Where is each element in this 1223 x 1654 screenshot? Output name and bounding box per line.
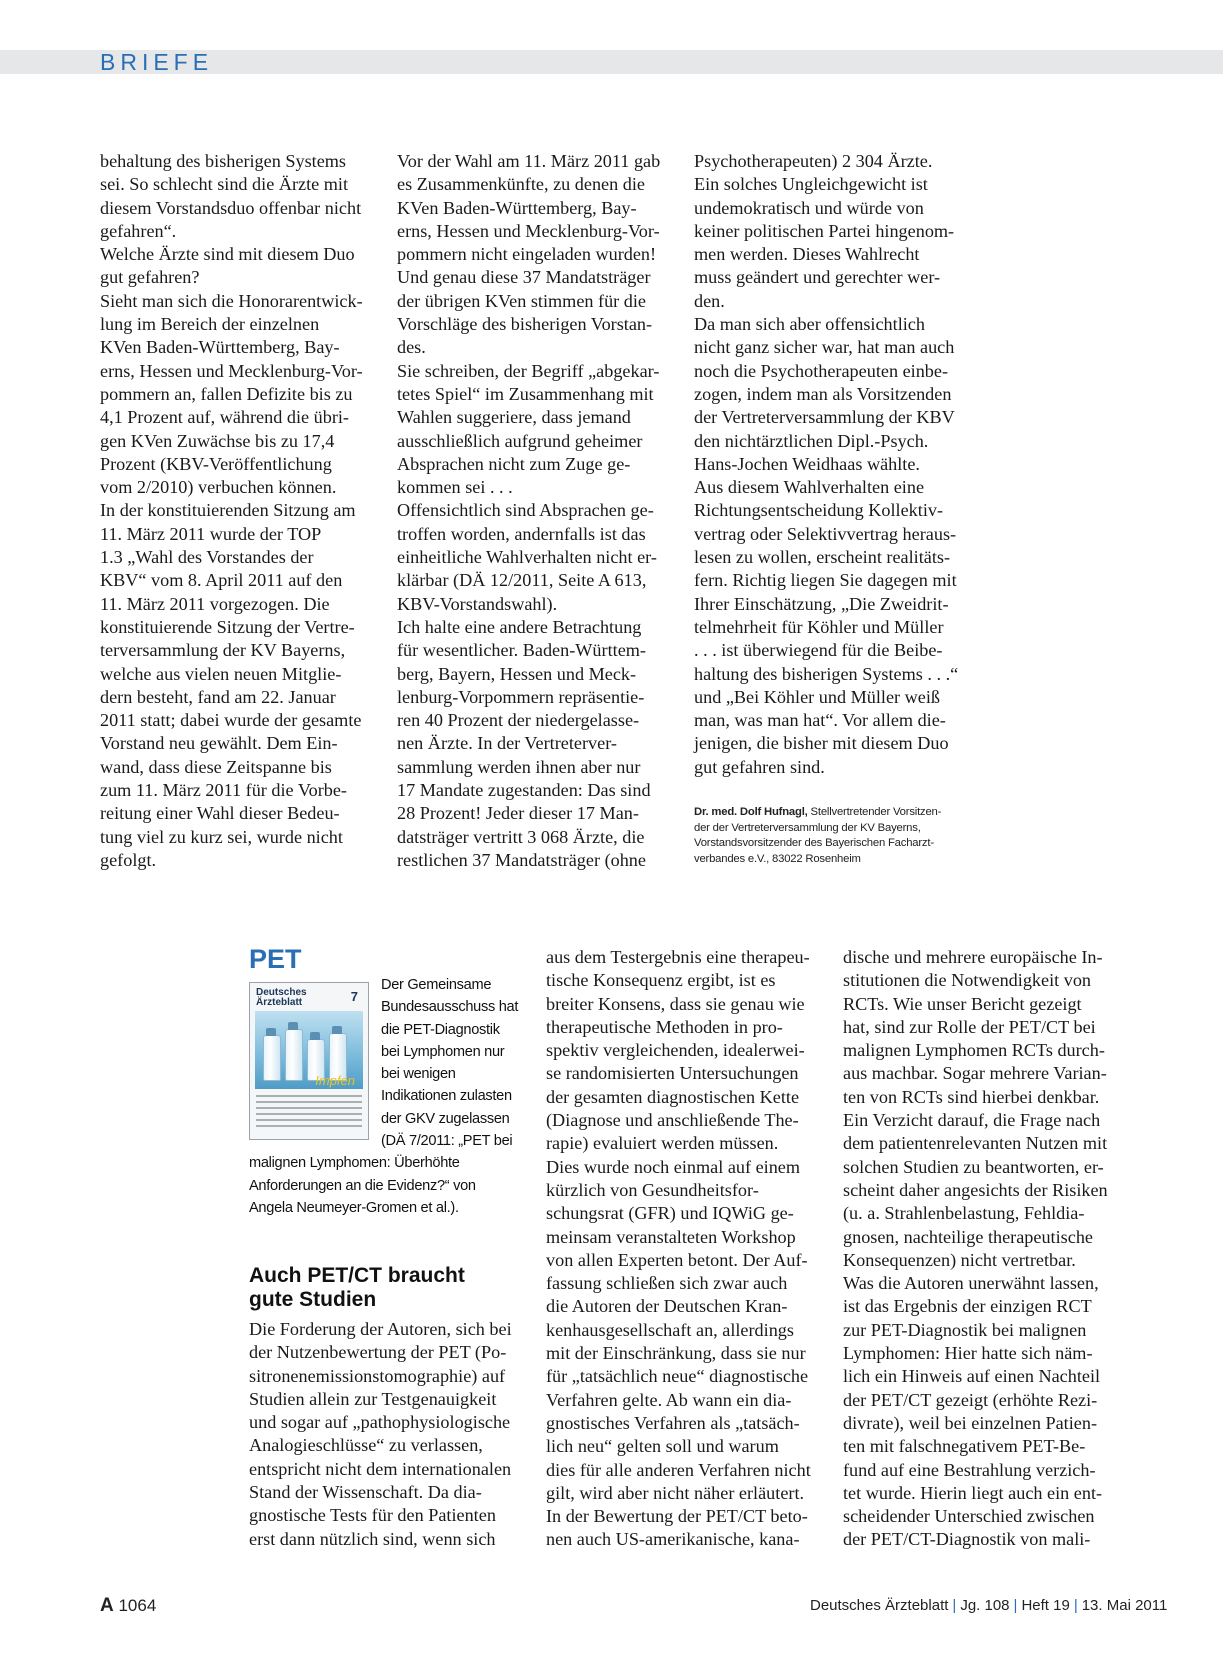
letter2-column-1: Die Forderung der Autoren, sich bei der Nutzenbewertung der PET (Po- sitronenemissionstomographie) auf Studien allein zur Testgenauigkeit und sogar auf „pathophysiologische Analogieschlüsse“ zu verlassen, entspricht nicht dem internationalen Stand der Wissenschaft. Da dia- gnostische Tests für den Patienten erst dann nützlich sind, wenn sich xyxy=(249,1319,512,1549)
page-prefix: A xyxy=(100,1595,114,1616)
cover-title: Deutsches Ärzteblatt xyxy=(256,987,307,1008)
cover-text-lines xyxy=(256,1095,362,1131)
journal-cover-image xyxy=(249,982,369,1140)
signature-name: Dr. med. Dolf Hufnagl, xyxy=(694,806,808,818)
letter1-column-2: Vor der Wahl am 11. März 2011 gab es Zusammenkünfte, zu denen die KVen Baden-Württemberg, Bay- erns, Hessen und Mecklenburg-Vor- pommern nicht eingeladen wurden! Und genau diese 37 Mandatsträger der übrigen KVen stimmen für die Vorschläge des bisherigen Vorstan- des. Sie schreiben, der Begriff „abgekar- tetes Spiel“ im Zusammenhang mit Wahlen suggeriere, dass jemand ausschließlich aufgrund geheimer Absprachen nicht zum Zuge ge- kommen sei . . . Offensichtlich sind Absprachen ge- troffen worden, andernfalls ist das einheitliche Wahlverhalten nicht er- klärbar (DÄ 12/2011, Seite A 613, KBV-Vorstandswahl). Ich halte eine andere Betrachtung für wesentlicher. Baden-Württem- berg, Bayern, Hessen und Meck- lenburg-Vorpommern repräsentie- ren 40 Prozent der niedergelasse- nen Ärzte. In der Vertreterver- sammlung werden ihnen aber nur 17 Mandate zugestanden: Das sind 28 Prozent! Jeder dieser 17 Man- datsträger vertritt 3 068 Ärzte, die restlichen 37 Mandatsträger (ohne xyxy=(397,151,661,870)
vial-icon xyxy=(285,1029,303,1081)
page-number-value: 1064 xyxy=(118,1596,157,1615)
journal-issue: Heft 19 xyxy=(1021,1597,1070,1614)
section-label: BRIEFE xyxy=(100,49,214,75)
letter2-lead-text: Der Gemeinsame Bundesausschuss hat die PET-Diagnostik bei Lymphomen nur bei wenigen Indikationen zulasten der GKV zugelassen (DÄ 7/2011: „PET bei malignen Lymphomen: Überhöhte Anforderungen an die Evidenz?“ von Angela Neumeyer-Gromen et al.). xyxy=(249,977,519,1216)
page-number xyxy=(100,1596,156,1616)
cover-issue-number: 7 xyxy=(350,989,358,1004)
letter2-column-3: dische und mehrere europäische In- stitutionen die Notwendigkeit von RCTs. Wie unser Bericht gezeigt hat, sind zur Rolle der PET/CT bei malignen Lymphomen RCTs durch- aus machbar. Sogar mehrere Varian- ten von RCTs sind hierbei denkbar. Ein Verzicht darauf, die Frage nach dem patientenrelevanten Nutzen mit solchen Studien zu beantworten, er- scheint daher angesichts der Risiken (u. a. Strahlenbelastung, Fehldia- gnosen, nachteilige therapeutische Konsequenzen) nicht vertretbar. Was die Autoren unerwähnt lassen, ist das Ergebnis der einzigen RCT zur PET-Diagnostik bei malignen Lymphomen: Hier hatte sich näm- lich ein Hinweis auf einen Nachteil der PET/CT gezeigt (erhöhte Rezi- divrate), weil bei einzelnen Patien- ten mit falschnegativem PET-Be- fund auf eine Bestrahlung verzich- tet wurde. Hierin liegt auch ein ent- scheidender Unterschied zwischen der PET/CT-Diagnostik von mali- xyxy=(843,947,1108,1550)
letter1-signature xyxy=(694,805,974,867)
letter1-column-1: behaltung des bisherigen Systems sei. So schlecht sind die Ärzte mit diesem Vorstandsduo offenbar nicht gefahren“. Welche Ärzte sind mit diesem Duo gut gefahren? Sieht man sich die Honorarentwick- lung im Bereich der einzelnen KVen Baden-Württemberg, Bay- erns, Hessen und Mecklenburg-Vor- pommern an, fallen Defizite bis zu 4,1 Prozent auf, während die übri- gen KVen Zuwächse bis zu 17,4 Prozent (KBV-Veröffentlichung vom 2/2010) verbuchen können. In der konstituierenden Sitzung am 11. März 2011 wurde der TOP 1.3 „Wahl des Vorstandes der KBV“ vom 8. April 2011 auf den 11. März 2011 vorgezogen. Die konstituierende Sitzung der Vertre- terversammlung der KV Bayerns, welche aus vielen neuen Mitglie- dern besteht, fand am 22. Januar 2011 statt; dabei wurde der gesamte Vorstand neu gewählt. Dem Ein- wand, dass diese Zeitspanne bis zum 11. März 2011 für die Vorbe- reitung einer Wahl dieser Bedeu- tung viel zu kurz sei, wurde nicht gefolgt. xyxy=(100,151,363,870)
letter2-kicker: PET xyxy=(249,944,302,974)
journal-name: Deutsches Ärzteblatt xyxy=(810,1597,949,1614)
signature-affiliation: Stellvertretender Vorsitzen- der der Vertreterversammlung der KV Bayerns, Vorstandsvorsitzender des Bayerischen Facharzt- verbandes e.V., 83022 Rosenheim xyxy=(694,806,942,865)
journal-volume: Jg. 108 xyxy=(960,1597,1010,1614)
journal-date: 13. Mai 2011 xyxy=(1081,1597,1168,1614)
cover-vaccine-illustration xyxy=(255,1011,363,1089)
cover-word: Impfen xyxy=(315,1073,355,1088)
journal-info: Deutsches Ärzteblatt | Jg. 108 | Heft 19 | 13. Mai 2011 xyxy=(810,1597,1168,1614)
letter2-column-2: aus dem Testergebnis eine therapeu- tische Konsequenz ergibt, ist es breiter Konsens, dass sie genau wie therapeutische Methoden in pro- spektiv vergleichenden, idealerwei- se randomisierten Untersuchungen der gesamten diagnostischen Kette (Diagnose und anschließende The- rapie) evaluiert werden müssen. Dies wurde noch einmal auf einem kürzlich von Gesundheitsfor- schungsrat (GFR) und IQWiG ge- meinsam veranstalteten Workshop von allen Experten betont. Der Auf- fassung schließen sich zwar auch die Autoren der Deutschen Kran- kenhausgesellschaft an, allerdings mit der Einschränkung, dass sie nur für „tatsächlich neue“ diagnostische Verfahren gelte. Ab wann ein dia- gnostisches Verfahren als „tatsäch- lich neu“ gelten soll und warum dies für alle anderen Verfahren nicht gilt, wird aber nicht näher erläutert. In der Bewertung der PET/CT beto- nen auch US-amerikanische, kana- xyxy=(546,947,811,1550)
letter2-headline: Auch PET/CT braucht gute Studien xyxy=(249,1264,465,1311)
letter1-column-3: Psychotherapeuten) 2 304 Ärzte. Ein solches Ungleichgewicht ist undemokratisch und würde von keiner politischen Partei hingenom- men werden. Dieses Wahlrecht muss geändert und gerechter wer- den. Da man sich aber offensichtlich nicht ganz sicher war, hat man auch noch die Psychotherapeuten einbe- zogen, indem man als Vorsitzenden der Vertreterversammlung der KBV den nichtärztlichen Dipl.-Psych. Hans-Jochen Weidhaas wählte. Aus diesem Wahlverhalten eine Richtungsentscheidung Kollektiv- vertrag oder Selektivvertrag heraus- lesen zu wollen, erscheint realitäts- fern. Richtig liegen Sie dagegen mit Ihrer Einschätzung, „Die Zweidrit- telmehrheit für Köhler und Müller . . . ist überwiegend für die Beibe- haltung des bisherigen Systems . . .“ und „Bei Köhler und Müller weiß man, was man hat“. Vor allem die- jenigen, die bisher mit diesem Duo gut gefahren sind. xyxy=(694,151,959,777)
vial-icon xyxy=(263,1035,281,1081)
